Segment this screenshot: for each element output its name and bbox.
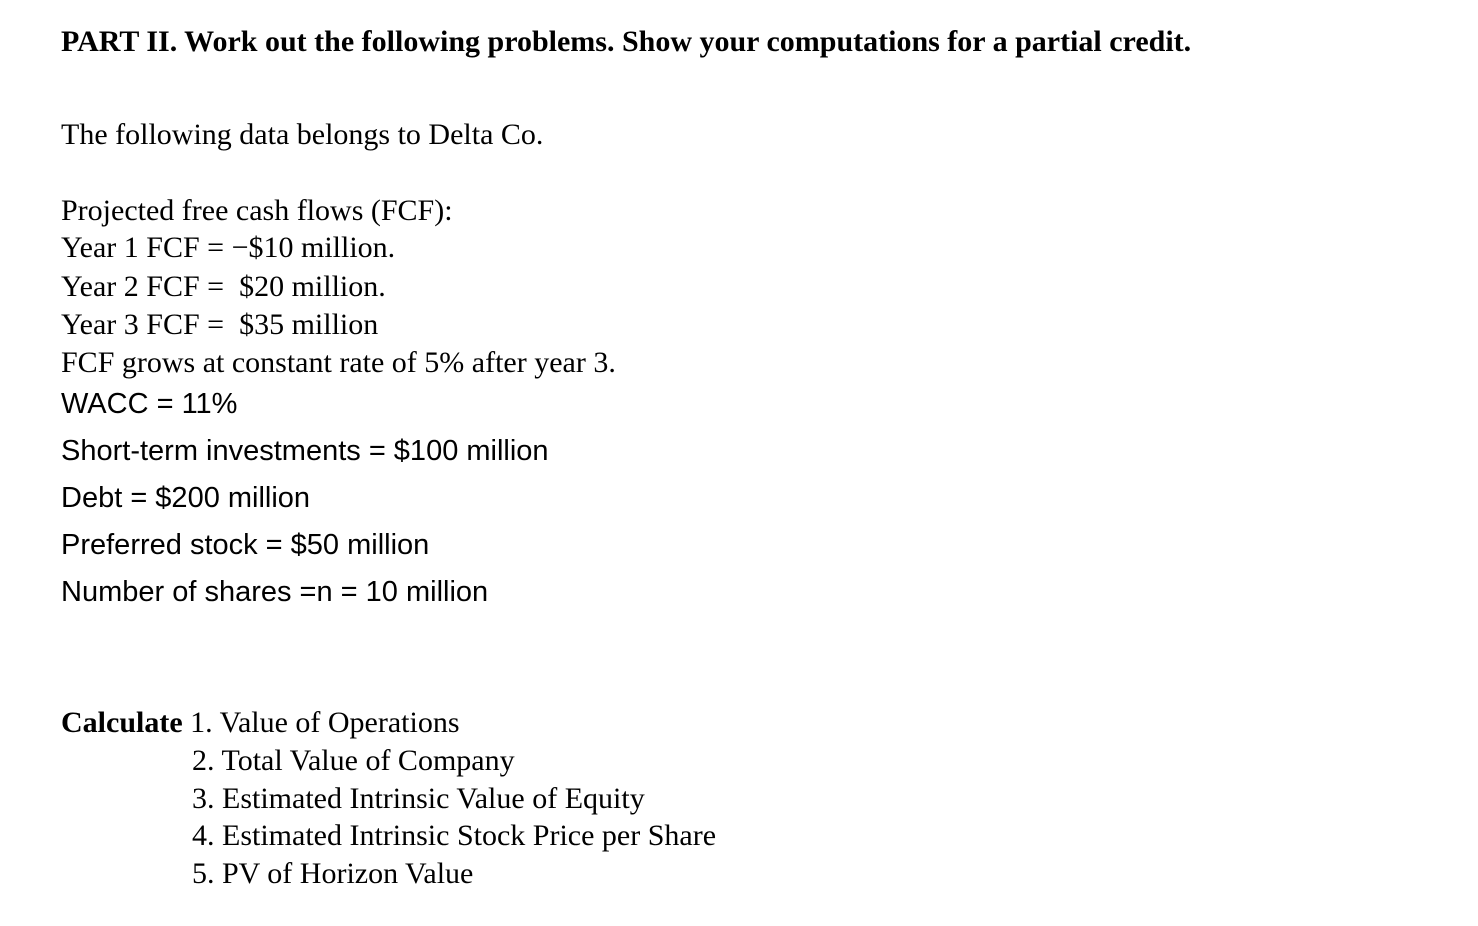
calculate-item-3: 3. Estimated Intrinsic Value of Equity	[192, 782, 645, 815]
calculate-item-2: 2. Total Value of Company	[192, 744, 515, 777]
fcf-year-2: Year 2 FCF = $20 million.	[61, 270, 386, 303]
section-heading: PART II. Work out the following problems. Show your computations for a partial credit.	[61, 25, 1192, 58]
calculate-item-4: 4. Estimated Intrinsic Stock Price per Share	[192, 819, 717, 852]
fcf-growth: FCF grows at constant rate of 5% after year 3.	[61, 346, 616, 379]
debt-line: Debt = $200 million	[61, 482, 311, 514]
calculate-row-1	[61, 708, 460, 738]
preferred-stock-line: Preferred stock = $50 million	[61, 529, 430, 561]
short-term-investments-line: Short-term investments = $100 million	[61, 435, 549, 467]
shares-line: Number of shares =n = 10 million	[61, 576, 489, 608]
intro-text: The following data belongs to Delta Co.	[61, 118, 544, 151]
calculate-item-1: 1. Value of Operations	[190, 706, 460, 739]
wacc-line: WACC = 11%	[61, 388, 238, 420]
calculate-item-5: 5. PV of Horizon Value	[192, 857, 474, 890]
fcf-year-3: Year 3 FCF = $35 million	[61, 308, 379, 341]
calculate-label: Calculate	[61, 706, 183, 739]
fcf-year-1: Year 1 FCF = −$10 million.	[61, 231, 396, 264]
fcf-title: Projected free cash flows (FCF):	[61, 194, 453, 227]
